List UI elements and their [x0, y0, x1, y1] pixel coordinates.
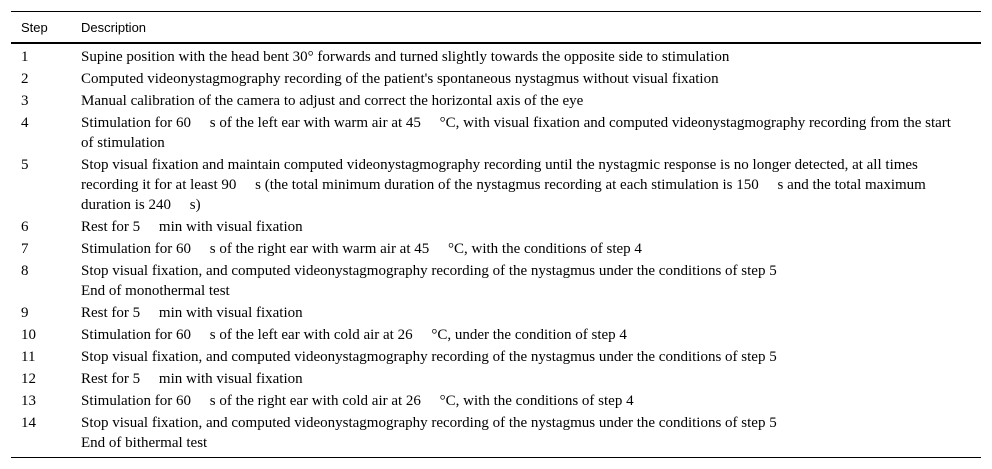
table-row — [11, 413, 981, 453]
description-line: Stop visual fixation, and computed videonystagmography recording of the nystagmus under the conditions of step 5 — [81, 415, 777, 431]
step-number: 6 — [21, 219, 29, 235]
description-line: Rest for 5 min with visual fixation — [81, 371, 303, 387]
step-number: 8 — [21, 263, 29, 279]
table-row — [11, 303, 981, 323]
step-description — [81, 217, 981, 237]
step-description — [81, 113, 981, 153]
description-line: Stimulation for 60 s of the right ear with warm air at 45 °C, with the conditions of step 4 — [81, 241, 642, 257]
table-row — [11, 113, 981, 153]
description-line: Rest for 5 min with visual fixation — [81, 305, 303, 321]
table-row — [11, 91, 981, 111]
table-body — [11, 44, 981, 457]
description-line: End of monothermal test — [81, 283, 230, 299]
step-number: 4 — [21, 115, 29, 131]
step-number: 5 — [21, 157, 29, 173]
header-step: Step — [21, 19, 48, 35]
step-number: 1 — [21, 49, 29, 65]
step-number: 11 — [21, 349, 36, 365]
table-row — [11, 239, 981, 259]
description-line: Stimulation for 60 s of the left ear with warm air at 45 °C, with visual fixation and computed videonystagmography recording from the start of stimulation — [81, 115, 951, 151]
description-line: Manual calibration of the camera to adjust and correct the horizontal axis of the eye — [81, 93, 584, 109]
table-row — [11, 47, 981, 67]
step-description — [81, 239, 981, 259]
step-description — [81, 413, 981, 453]
table-row — [11, 325, 981, 345]
table-row — [11, 347, 981, 367]
step-number: 3 — [21, 93, 29, 109]
step-description — [81, 391, 981, 411]
description-line: Stop visual fixation and maintain computed videonystagmography recording until the nystagmic response is no longer detected, at all times recording it for at least 90 s (the total minimum duration of the nystagmus recording at each stimulation is 150 s and the total maximum duration is 240 s) — [81, 157, 926, 213]
table-row — [11, 217, 981, 237]
description-line: Stop visual fixation, and computed videonystagmography recording of the nystagmus under the conditions of step 5 — [81, 263, 777, 279]
step-description — [81, 325, 981, 345]
description-line: Supine position with the head bent 30° forwards and turned slightly towards the opposite side to stimulation — [81, 49, 730, 65]
table-row — [11, 369, 981, 389]
step-number: 7 — [21, 241, 29, 257]
step-description — [81, 369, 981, 389]
description-line: Stimulation for 60 s of the right ear with cold air at 26 °C, with the conditions of step 4 — [81, 393, 634, 409]
protocol-table — [11, 11, 981, 458]
step-number: 12 — [21, 371, 36, 387]
step-description — [81, 261, 981, 301]
step-number: 13 — [21, 393, 36, 409]
description-line: Computed videonystagmography recording of the patient's spontaneous nystagmus without visual fixation — [81, 71, 719, 87]
step-description — [81, 347, 981, 367]
step-description — [81, 47, 981, 67]
step-description — [81, 69, 981, 89]
step-number: 14 — [21, 415, 36, 431]
table-row — [11, 391, 981, 411]
step-description — [81, 303, 981, 323]
step-description — [81, 155, 981, 215]
step-description — [81, 91, 981, 111]
step-number: 2 — [21, 71, 29, 87]
description-line: Stop visual fixation, and computed videonystagmography recording of the nystagmus under the conditions of step 5 — [81, 349, 777, 365]
table-row — [11, 155, 981, 215]
step-number: 10 — [21, 327, 36, 343]
description-line: Rest for 5 min with visual fixation — [81, 219, 303, 235]
step-number: 9 — [21, 305, 29, 321]
table-row — [11, 69, 981, 89]
table-row — [11, 261, 981, 301]
header-description: Description — [81, 19, 147, 35]
description-line: End of bithermal test — [81, 435, 208, 451]
table-header — [11, 12, 981, 44]
description-line: Stimulation for 60 s of the left ear with cold air at 26 °C, under the condition of step 4 — [81, 327, 627, 343]
